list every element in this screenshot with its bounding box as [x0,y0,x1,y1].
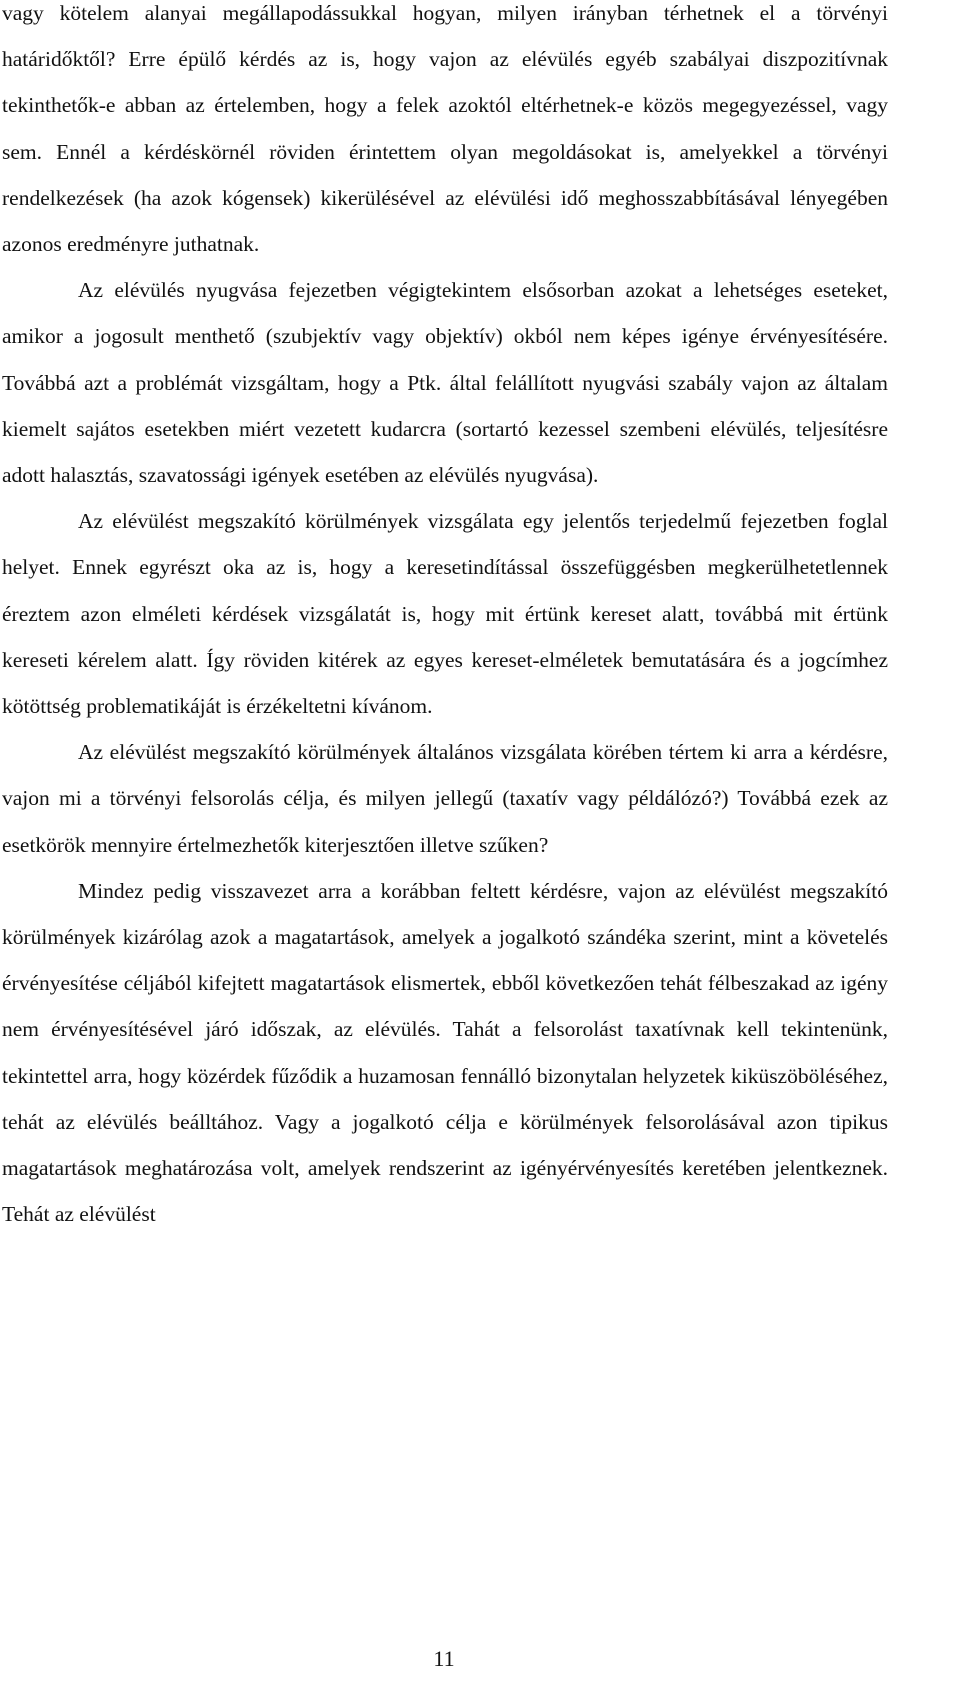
paragraph-2: Az elévülés nyugvása fejezetben végigtekintem elsősorban azokat a lehetséges eseteket, amikor a jogosult menthető (szubjektív vagy objektív) okból nem képes igénye érvényesítésére. Továbbá azt a problémát vizsgáltam, hogy a Ptk. által felállított nyugvási szabály vajon az általam kiemelt sajátos esetekben miért vezetett kudarcra (sortartó kezessel szembeni elévülés, teljesítésre adott halasztás, szavatossági igények esetében az elévülés nyugvása). [2,278,888,488]
page-number: 11 [433,1646,455,1671]
paragraph-1: vagy kötelem alanyai megállapodássukkal hogyan, milyen irányban térhetnek el a törvényi határidőktől? Erre épülő kérdés az is, hogy vajon az elévülés egyéb szabályai diszpozitívnak tekinthetők-e abban az értelemben, hogy a felek azoktól eltérhetnek-e közös megegyezéssel, vagy sem. Ennél a kérdéskörnél röviden érintettem olyan megoldásokat is, amelyekkel a törvényi rendelkezések (ha azok kógensek) kikerülésével az elévülési idő meghosszabbításával lényegében azonos eredményre juthatnak. [2,1,888,257]
body-text [2,0,888,1237]
paragraph-4: Az elévülést megszakító körülmények általános vizsgálata körében tértem ki arra a kérdésre, vajon mi a törvényi felsorolás célja, és milyen jellegű (taxatív vagy példálózó?) Továbbá ezek az esetkörök mennyire értelmezhetők kiterjesztően illetve szűken? [2,740,888,857]
paragraph-3: Az elévülést megszakító körülmények vizsgálata egy jelentős terjedelmű fejezetben foglal helyet. Ennek egyrészt oka az is, hogy a keresetindítással összefüggésben megkerülhetetlennek éreztem azon elméleti kérdések vizsgálatát is, hogy mit értünk kereset alatt, továbbá mit értünk kereseti kérelem alatt. Így röviden kitérek az egyes kereset-elméletek bemutatására és a jogcímhez kötöttség problematikáját is érzékeltetni kívánom. [2,509,888,719]
paragraph-5: Mindez pedig visszavezet arra a korábban feltett kérdésre, vajon az elévülést megszakító körülmények kizárólag azok a magatartások, amelyek a jogalkotó szándéka szerint, mint a követelés érvényesítése céljából kifejtett magatartások elismertek, ebből következően tehát félbeszakad az igény nem érvényesítésével járó időszak, az elévülés. Tahát a felsorolást taxatívnak kell tekintenünk, tekintettel arra, hogy közérdek fűződik a huzamosan fennálló bizonytalan helyzetek kiküszöböléséhez, tehát az elévülés beálltához. Vagy a jogalkotó célja e körülmények felsorolásával azon tipikus magatartások meghatározása volt, amelyek rendszerint az igényérvényesítés keretében jelentkeznek. Tehát az elévülést [2,878,888,1227]
